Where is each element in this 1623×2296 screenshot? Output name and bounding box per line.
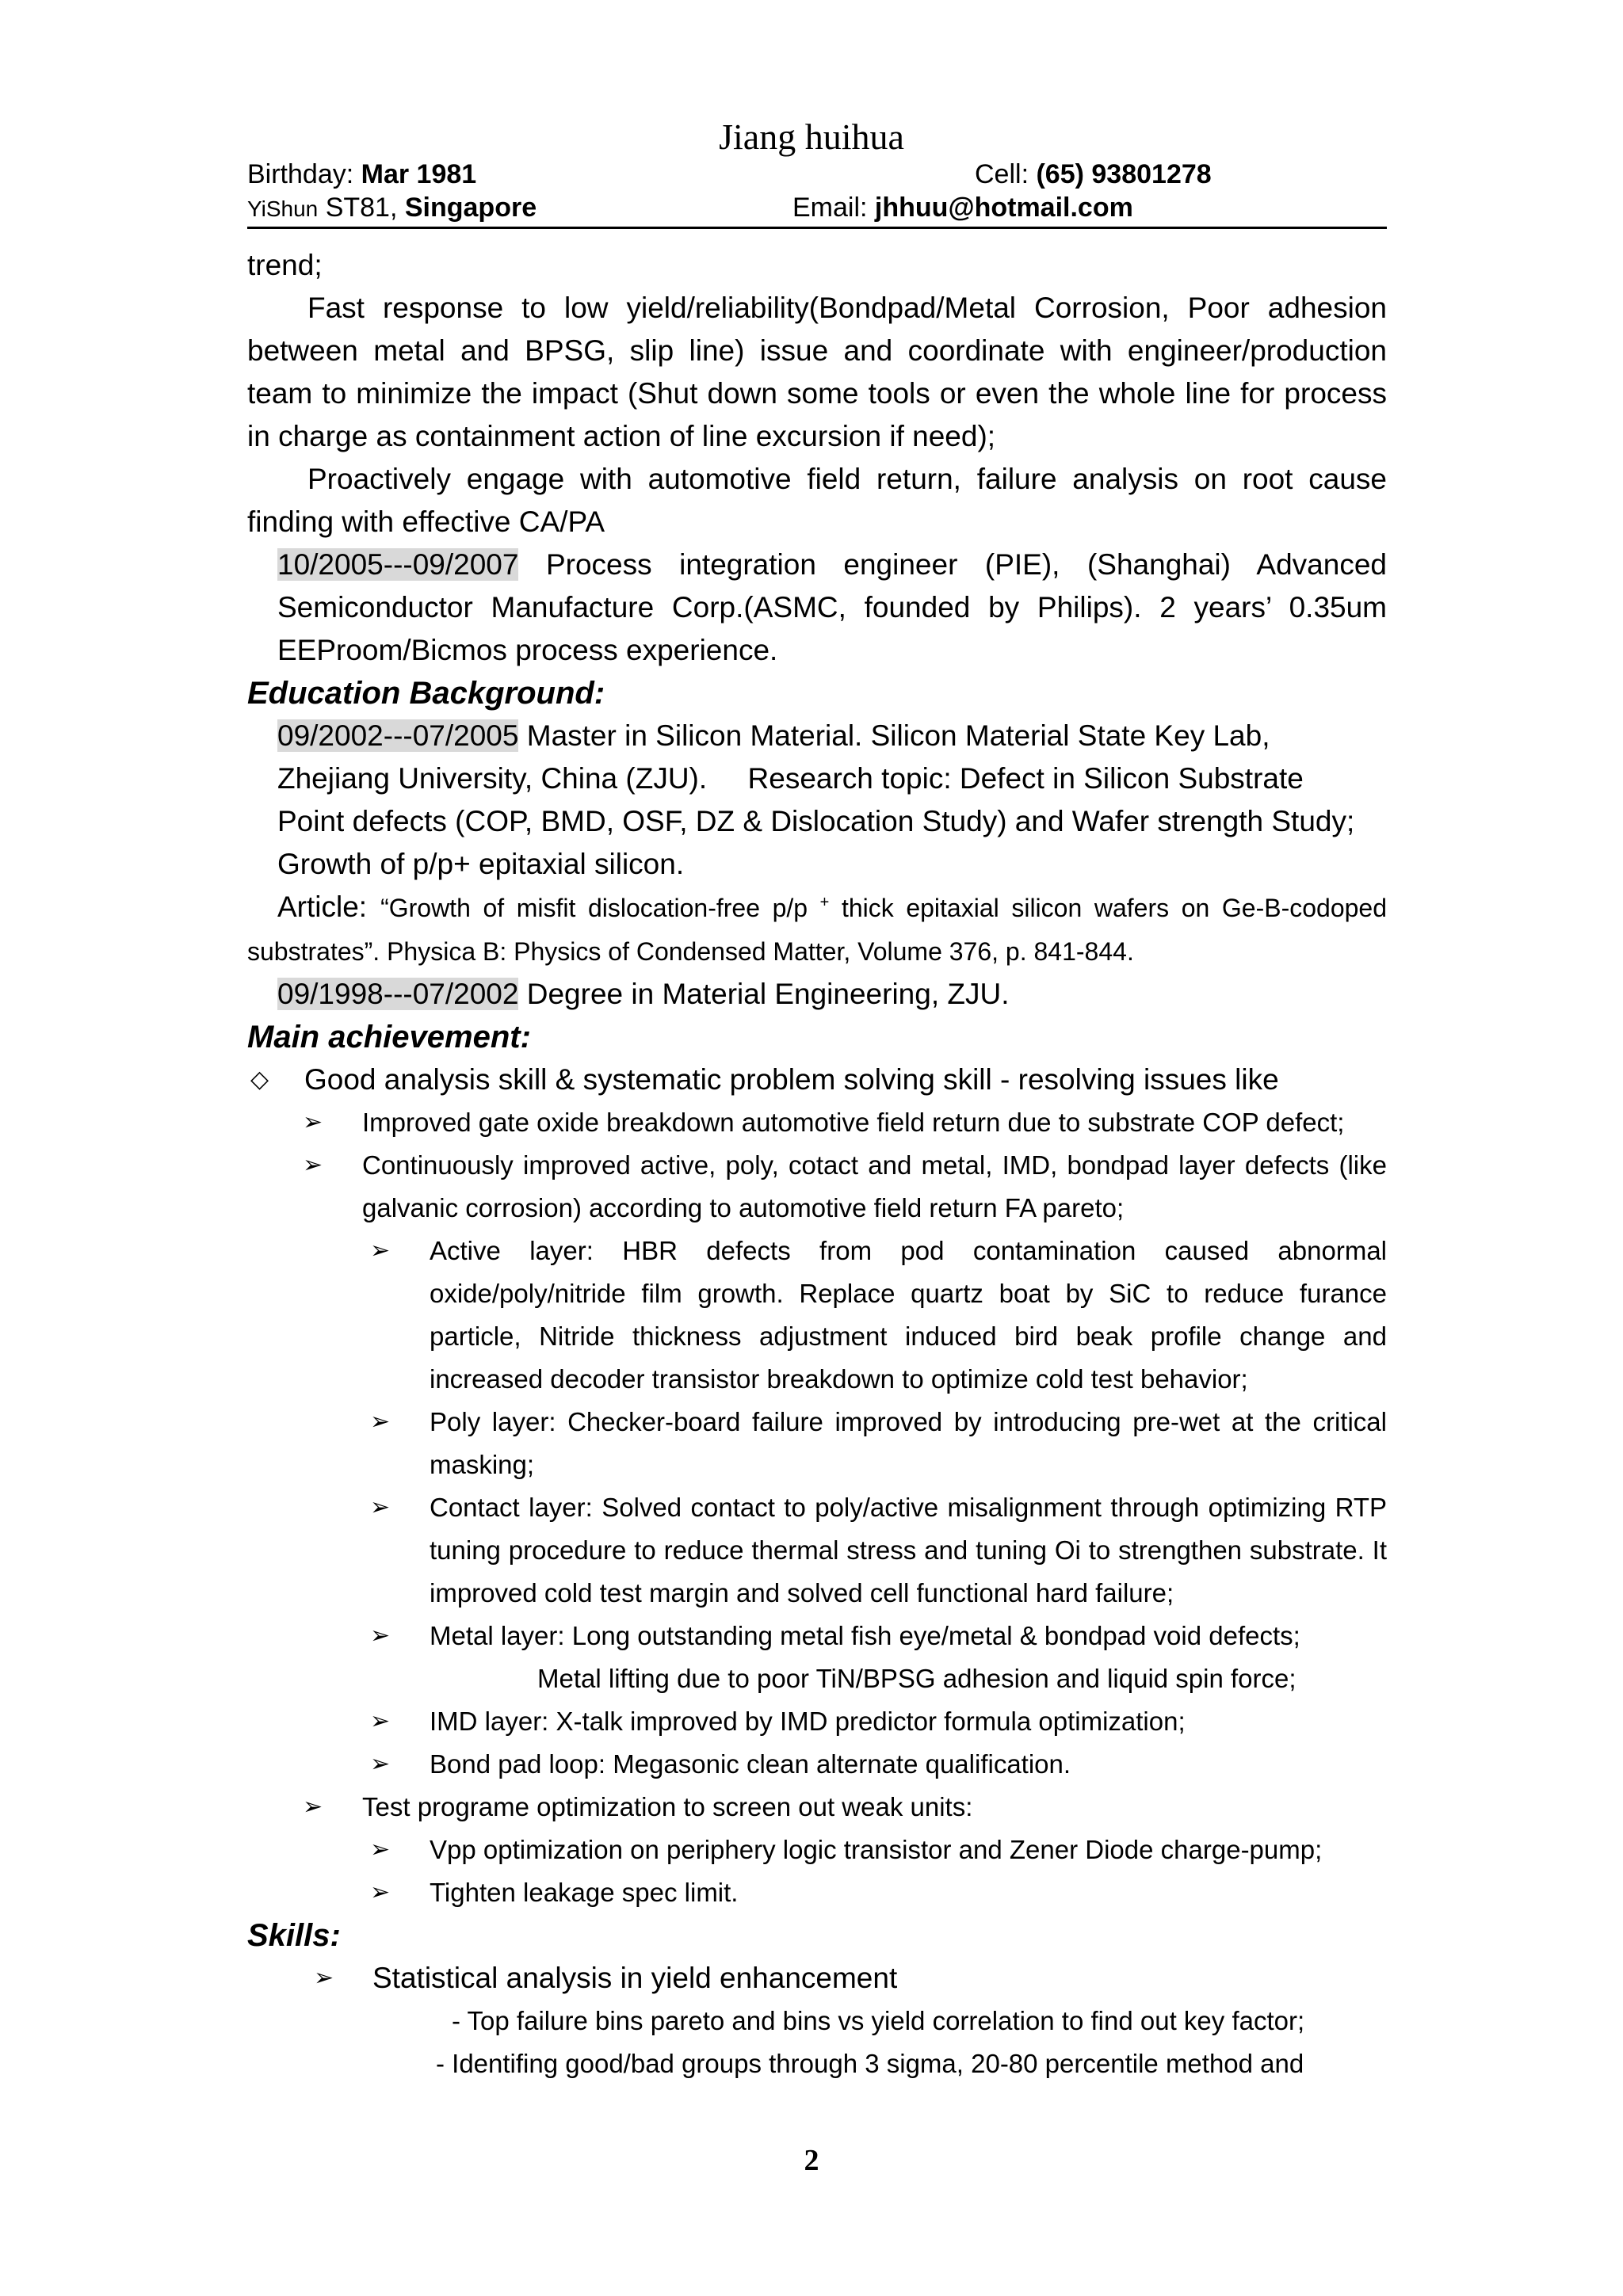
address-street: ST81,: [318, 193, 405, 223]
list-item: ➢ IMD layer: X-talk improved by IMD predictor formula optimization;: [247, 1700, 1387, 1743]
email-line: [792, 192, 1133, 223]
arrow-bullet-icon: ➢: [370, 1836, 391, 1863]
arrow-bullet-icon: ➢: [314, 1965, 334, 1991]
degree-text: Degree in Material Engineering, ZJU.: [518, 978, 1010, 1010]
arrow-bullet-icon: ➢: [303, 1152, 323, 1178]
arrow-bullet-icon: ➢: [370, 1409, 391, 1435]
master-line: Master in Silicon Material. Silicon Material State Key Lab,: [518, 719, 1270, 752]
skill-detail: - Identifing good/bad groups through 3 sigma, 20-80 percentile method and: [436, 2049, 1304, 2078]
arrow-bullet-icon: ➢: [370, 1708, 391, 1734]
arrow-bullet-icon: ➢: [370, 1494, 391, 1520]
article-title: “Growth of misfit dislocation-free p/p: [380, 894, 820, 922]
list-item: ➢ Improved gate oxide breakdown automotive field return due to substrate COP defect;: [247, 1101, 1387, 1144]
experience-paragraph: Proactively engage with automotive field return, failure analysis on root cause finding with effective CA/PA: [247, 463, 1387, 538]
job-description: Process integration engineer (PIE), (Shanghai) Advanced Semiconductor Manufacture Corp.(ASMC, founded by Philips). 2 years’ 0.35um EEProom/Bicmos process experience.: [277, 548, 1387, 666]
list-item: ➢ Active layer: HBR defects from pod contamination caused abnormal oxide/poly/nitride film growth. Replace quartz boat by SiC to reduce furance particle, Nitride thickness adjustment induced bird beak profile change and increased decoder transistor breakdown to optimize cold test behavior;: [247, 1230, 1387, 1401]
education-heading: Education Background:: [247, 676, 605, 711]
experience-continued: trend;: [247, 249, 323, 281]
address-city: Singapore: [404, 193, 537, 223]
page-number: 2: [804, 2144, 819, 2177]
degree-dates: 09/1998---07/2002: [277, 978, 519, 1010]
cell-label: Cell:: [975, 159, 1029, 189]
article-title-cont: thick epitaxial silicon wafers on Ge-B-codoped substrates”. Physica B: Physics of Condensed Matter, Volume 376, p. 841-844.: [247, 894, 1387, 966]
education-article: [247, 886, 1387, 973]
resume-body: [247, 244, 1387, 2085]
list-item: ➢ Continuously improved active, poly, cotact and metal, IMD, bondpad layer defects (like galvanic corrosion) according to automotive field return FA pareto;: [247, 1144, 1387, 1230]
list-item: ➢ Statistical analysis in yield enhancement: [247, 1957, 1387, 2000]
arrow-bullet-icon: ➢: [370, 1751, 391, 1777]
list-item: ➢ Bond pad loop: Megasonic clean alternate qualification.: [247, 1743, 1387, 1786]
address-street-prefix: YiShun: [247, 196, 319, 221]
master-line: Growth of p/p+ epitaxial silicon.: [277, 848, 685, 880]
birthday-line: [247, 158, 476, 190]
education-degree: [247, 973, 1387, 1016]
email-label: Email:: [792, 193, 868, 223]
job-entry: [247, 543, 1387, 672]
list-item: ➢ Contact layer: Solved contact to poly/active misalignment through optimizing RTP tuning procedure to reduce thermal stress and tuning Oi to strengthen substrate. It improved cold test margin and solved cell functional hard failure;: [247, 1486, 1387, 1615]
birthday-value: Mar 1981: [361, 159, 477, 189]
arrow-bullet-icon: ➢: [303, 1109, 323, 1135]
arrow-bullet-icon: ➢: [370, 1879, 391, 1905]
email-value: jhhuu@hotmail.com: [874, 193, 1133, 223]
arrow-bullet-icon: ➢: [370, 1238, 391, 1264]
master-line: Zhejiang University, China (ZJU). Research topic: Defect in Silicon Substrate: [277, 762, 1304, 795]
skill-detail: - Top failure bins pareto and bins vs yield correlation to find out key factor;: [452, 2006, 1305, 2035]
cell-value: (65) 93801278: [1036, 159, 1212, 189]
list-item: ◇ Good analysis skill & systematic problem solving skill - resolving issues like: [247, 1058, 1387, 1101]
cell-line: [975, 158, 1212, 190]
list-item: ➢ Poly layer: Checker-board failure improved by introducing pre-wet at the critical masking;: [247, 1401, 1387, 1486]
job-dates: 10/2005---09/2007: [277, 548, 519, 581]
list-item-continued: Metal lifting due to poor TiN/BPSG adhesion and liquid spin force;: [537, 1664, 1296, 1693]
arrow-bullet-icon: ➢: [370, 1623, 391, 1649]
skills-heading: Skills:: [247, 1918, 341, 1953]
diamond-bullet-icon: ◇: [250, 1066, 269, 1093]
arrow-bullet-icon: ➢: [303, 1794, 323, 1820]
list-item: ➢ Vpp optimization on periphery logic transistor and Zener Diode charge-pump;: [247, 1829, 1387, 1871]
experience-paragraph: Fast response to low yield/reliability(Bondpad/Metal Corrosion, Poor adhesion between metal and BPSG, slip line) issue and coordinate with engineer/production team to minimize the impact (Shut down some tools or even the whole line for process in charge as containment action of line excursion if need);: [247, 292, 1387, 452]
article-superscript: +: [819, 894, 830, 911]
resume-name: Jiang huihua: [719, 116, 904, 157]
list-item: ➢ Metal layer: Long outstanding metal fish eye/metal & bondpad void defects;: [247, 1615, 1387, 1657]
master-line: Point defects (COP, BMD, OSF, DZ & Dislocation Study) and Wafer strength Study;: [277, 805, 1355, 837]
master-dates: 09/2002---07/2005: [277, 719, 519, 752]
list-item: ➢ Test programe optimization to screen out weak units:: [247, 1786, 1387, 1829]
header-divider: [247, 227, 1387, 229]
education-master: [247, 715, 1387, 886]
list-item: ➢ Tighten leakage spec limit.: [247, 1871, 1387, 1914]
achievement-heading: Main achievement:: [247, 1020, 531, 1055]
address-line: [247, 192, 537, 225]
birthday-label: Birthday:: [247, 159, 354, 189]
article-label: Article:: [277, 891, 381, 923]
